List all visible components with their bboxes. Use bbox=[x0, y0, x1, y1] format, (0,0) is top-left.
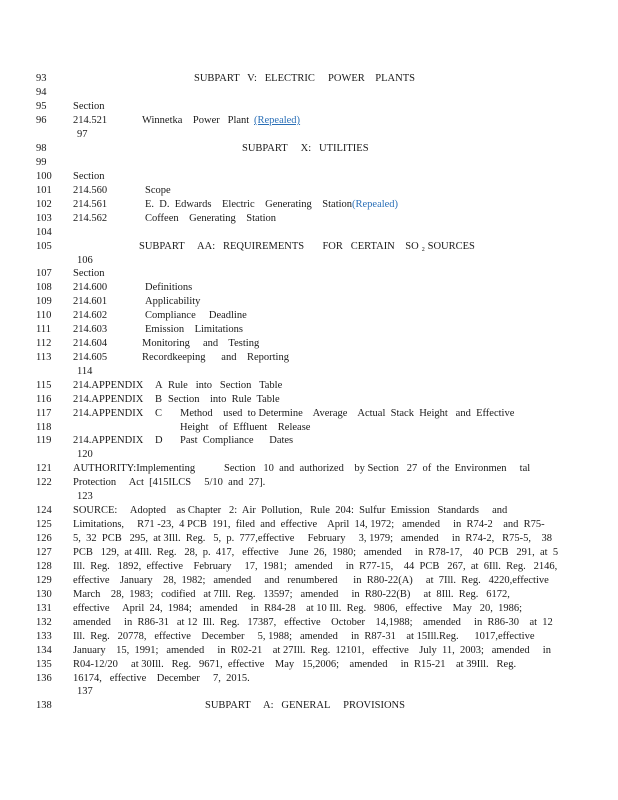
line-number: 99 bbox=[36, 157, 47, 168]
source-text: amended in R86-31 at 12 Ill. Reg. 17387, effective October 14,1988; amended in R86-30 at 12 bbox=[73, 617, 553, 628]
section-title[interactable]: Coffeen Generating Station bbox=[145, 213, 277, 224]
subpart-x-heading: SUBPART X: UTILITIES bbox=[242, 143, 369, 154]
appendix-number[interactable]: 214.APPENDIX bbox=[73, 435, 144, 446]
section-number[interactable]: 214.561 bbox=[73, 199, 108, 210]
section-number[interactable]: 214.604 bbox=[73, 338, 108, 349]
line-number: 131 bbox=[36, 603, 52, 614]
source-text: SOURCE: Adopted as Chapter 2: Air Pollution, Rule 204: Sulfur Emission Standards and bbox=[73, 505, 508, 516]
line-number: 123 bbox=[77, 491, 93, 502]
source-text: March 28, 1983; codified at 7Ill. Reg. 13597; amended in R80-22(B) at 8Ill. Reg. 6172, bbox=[73, 589, 510, 600]
line-number: 110 bbox=[36, 310, 52, 321]
line-number: 113 bbox=[36, 352, 52, 363]
line-number: 127 bbox=[36, 547, 52, 558]
line-number: 109 bbox=[36, 296, 52, 307]
line-number: 100 bbox=[36, 171, 52, 182]
section-label: Section bbox=[73, 101, 105, 112]
appendix-title[interactable]: Rule into Section Table bbox=[168, 380, 283, 391]
source-text: 16174, effective December 7, 2015. bbox=[73, 673, 250, 684]
section-title[interactable]: Scope bbox=[145, 185, 171, 196]
line-number: 107 bbox=[36, 268, 52, 279]
repealed-link[interactable]: (Repealed) bbox=[352, 199, 399, 210]
section-title[interactable]: Winnetka Power Plant bbox=[142, 115, 250, 126]
line-number: 135 bbox=[36, 659, 52, 670]
section-number[interactable]: 214.560 bbox=[73, 185, 108, 196]
section-title[interactable]: Definitions bbox=[145, 282, 193, 293]
section-title[interactable]: Applicability bbox=[145, 296, 201, 307]
line-number: 133 bbox=[36, 631, 52, 642]
section-title[interactable]: E. D. Edwards Electric Generating Station bbox=[145, 199, 353, 210]
line-number: 114 bbox=[77, 366, 93, 377]
line-number: 118 bbox=[36, 422, 52, 433]
appendix-title[interactable]: Section into Rule Table bbox=[168, 394, 280, 405]
section-number[interactable]: 214.603 bbox=[73, 324, 108, 335]
line-number: 134 bbox=[36, 645, 52, 656]
section-number[interactable]: 214.605 bbox=[73, 352, 108, 363]
source-text: 5, 32 PCB 295, at 3Ill. Reg. 5, p. 777,effective February 3, 1979; amended in R74-2, R75-5, 38 bbox=[73, 533, 552, 544]
section-label: Section bbox=[73, 268, 105, 279]
line-number: 111 bbox=[36, 324, 51, 335]
section-number[interactable]: 214.521 bbox=[73, 115, 108, 126]
line-number: 115 bbox=[36, 380, 52, 391]
line-number: 117 bbox=[36, 408, 52, 419]
appendix-number[interactable]: 214.APPENDIX bbox=[73, 408, 144, 419]
source-text: effective January 28, 1982; amended and renumbered in R80-22(A) at 7Ill. Reg. 4220,effective bbox=[73, 575, 549, 586]
section-title[interactable]: Compliance Deadline bbox=[145, 310, 247, 321]
source-text: R04-12/20 at 30Ill. Reg. 9671, effective May 15,2006; amended in R15-21 at 39Ill. Reg. bbox=[73, 659, 517, 670]
appendix-title[interactable]: Past Compliance Dates bbox=[180, 435, 294, 446]
line-number: 105 bbox=[36, 241, 52, 252]
appendix-title-cont[interactable]: Height of Effluent Release bbox=[180, 422, 311, 433]
line-number: 138 bbox=[36, 700, 52, 711]
section-title[interactable]: Monitoring and Testing bbox=[142, 338, 260, 349]
subpart-aa-heading: SUBPART AA: REQUIREMENTS FOR CERTAIN SO ₂ SOURCES bbox=[139, 241, 475, 252]
section-number[interactable]: 214.562 bbox=[73, 213, 108, 224]
line-number: 126 bbox=[36, 533, 52, 544]
line-number: 95 bbox=[36, 101, 47, 112]
source-text: Ill. Reg. 20778, effective December 5, 1988; amended in R87-31 at 15Ill.Reg. 1017,effective bbox=[73, 631, 535, 642]
line-number: 98 bbox=[36, 143, 47, 154]
line-number: 101 bbox=[36, 185, 52, 196]
subpart-a-heading: SUBPART A: GENERAL PROVISIONS bbox=[205, 700, 405, 711]
section-number[interactable]: 214.601 bbox=[73, 296, 108, 307]
line-number: 97 bbox=[77, 129, 88, 140]
appendix-letter: D bbox=[155, 435, 163, 446]
source-text: PCB 129, at 4Ill. Reg. 28, p. 417, effective June 26, 1980; amended in R78-17, 40 PCB 291, at 5 bbox=[73, 547, 559, 558]
line-number: 108 bbox=[36, 282, 52, 293]
line-number: 128 bbox=[36, 561, 52, 572]
appendix-number[interactable]: 214.APPENDIX bbox=[73, 380, 144, 391]
line-number: 102 bbox=[36, 199, 52, 210]
line-number: 93 bbox=[36, 73, 47, 84]
line-number: 136 bbox=[36, 673, 52, 684]
line-number: 106 bbox=[77, 255, 93, 266]
line-number: 120 bbox=[77, 449, 93, 460]
line-number: 119 bbox=[36, 435, 52, 446]
line-number: 94 bbox=[36, 87, 47, 98]
appendix-letter: C bbox=[155, 408, 163, 419]
section-number[interactable]: 214.602 bbox=[73, 310, 108, 321]
line-number: 96 bbox=[36, 115, 47, 126]
appendix-number[interactable]: 214.APPENDIX bbox=[73, 394, 144, 405]
line-number: 104 bbox=[36, 227, 52, 238]
line-number: 122 bbox=[36, 477, 52, 488]
appendix-title[interactable]: Method used to Determine Average Actual Stack Height and Effective bbox=[180, 408, 515, 419]
repealed-link[interactable]: (Repealed) bbox=[254, 115, 301, 126]
source-text: effective April 24, 1984; amended in R84-28 at 10 Ill. Reg. 9806, effective May 20, 1986; bbox=[73, 603, 522, 614]
line-number: 132 bbox=[36, 617, 52, 628]
line-number: 137 bbox=[77, 686, 93, 697]
appendix-letter: B bbox=[155, 394, 163, 405]
section-label: Section bbox=[73, 171, 105, 182]
section-number[interactable]: 214.600 bbox=[73, 282, 108, 293]
section-title[interactable]: Emission Limitations bbox=[145, 324, 244, 335]
authority-text: Protection Act [415ILCS 5/10 and 27]. bbox=[73, 477, 266, 488]
subpart-v-heading: SUBPART V: ELECTRIC POWER PLANTS bbox=[194, 73, 415, 84]
line-number: 124 bbox=[36, 505, 52, 516]
line-number: 112 bbox=[36, 338, 52, 349]
authority-text: AUTHORITY:Implementing Section 10 and authorized by Section 27 of the Environmen tal bbox=[73, 463, 531, 474]
line-number: 129 bbox=[36, 575, 52, 586]
source-text: Limitations, R71 -23, 4 PCB 191, filed and effective April 14, 1972; amended in R74-2 and R75- bbox=[73, 519, 545, 530]
appendix-letter: A bbox=[155, 380, 163, 391]
line-number: 125 bbox=[36, 519, 52, 530]
line-number: 121 bbox=[36, 463, 52, 474]
source-text: Ill. Reg. 1892, effective February 17, 1981; amended in R77-15, 44 PCB 267, at 6Ill. Reg. 2146, bbox=[73, 561, 558, 572]
source-text: January 15, 1991; amended in R02-21 at 27Ill. Reg. 12101, effective July 11, 2003; amended in bbox=[73, 645, 551, 656]
line-number: 130 bbox=[36, 589, 52, 600]
line-number: 103 bbox=[36, 213, 52, 224]
line-number: 116 bbox=[36, 394, 52, 405]
section-title[interactable]: Recordkeeping and Reporting bbox=[142, 352, 289, 363]
